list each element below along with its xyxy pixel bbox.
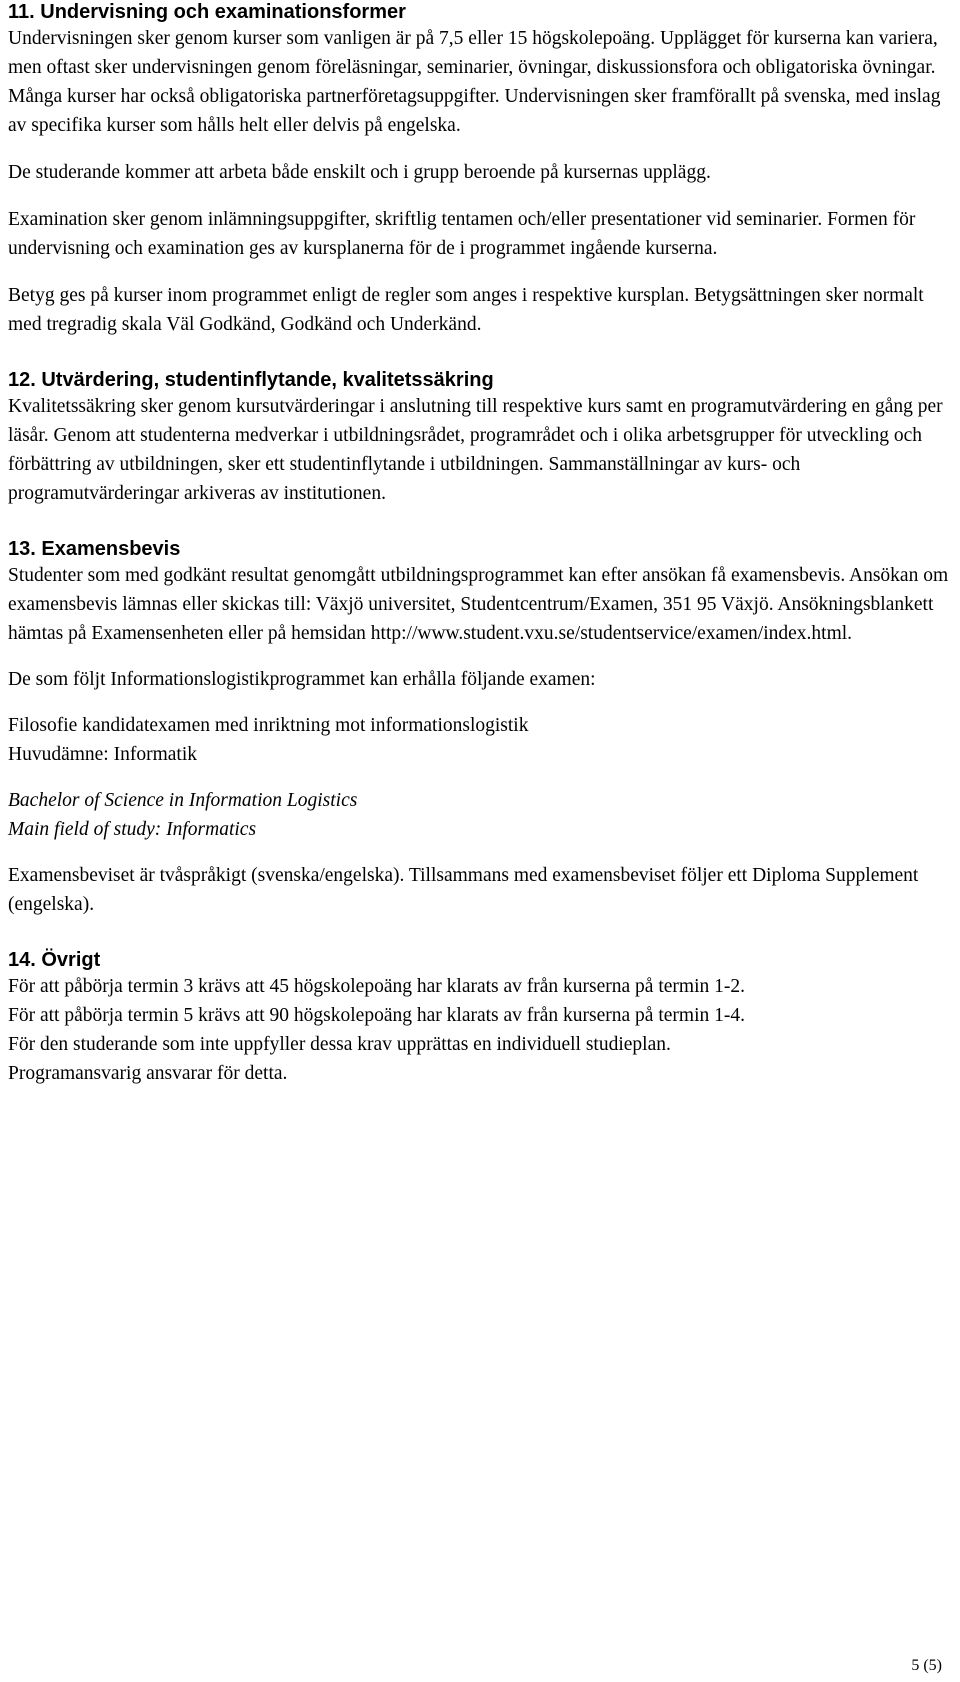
section-heading: 13. Examensbevis: [8, 538, 181, 560]
section-heading: 14. Övrigt: [8, 949, 101, 971]
section-teaching-examination: [8, 0, 954, 339]
main-subject-english: Main field of study: Informatics: [8, 819, 257, 840]
paragraph: Betyg ges på kurser inom programmet enligt de regler som anges i respektive kursplan. Betygsättningen sker normalt med tregradig skala Väl Godkänd, Godkänd och Underkänd.: [8, 285, 924, 335]
section-evaluation: [8, 368, 954, 508]
text-line: För att påbörja termin 3 krävs att 45 högskolepoäng har klarats av från kurserna på termin 1-2.: [8, 976, 745, 997]
paragraph: Kvalitetssäkring sker genom kursutvärderingar i anslutning till respektive kurs samt en programutvärdering en gång per läsår. Genom att studenterna medverkar i utbildningsrådet, programrådet och i olika arbetsgrupper för utveckling och förbättring av utbildningen, sker ett studentinflytande i utbildningen. Sammanställningar av kurs- och programutvärderingar arkiveras av institutionen.: [8, 396, 943, 504]
degree-title-english: Bachelor of Science in Information Logistics: [8, 790, 358, 811]
section-degree-certificate: [8, 537, 954, 919]
paragraph: De studerande kommer att arbeta både enskilt och i grupp beroende på kursernas upplägg.: [8, 162, 711, 183]
degree-title: Filosofie kandidatexamen med inriktning mot informationslogistik: [8, 715, 529, 736]
section-other: [8, 948, 954, 1088]
main-subject: Huvudämne: Informatik: [8, 744, 197, 765]
paragraph: Examensbeviset är tvåspråkigt (svenska/engelska). Tillsammans med examensbeviset följer ett Diploma Supplement (engelska).: [8, 865, 919, 915]
text-line: För den studerande som inte uppfyller dessa krav upprättas en individuell studieplan.: [8, 1034, 671, 1055]
section-heading: 12. Utvärdering, studentinflytande, kvalitetssäkring: [8, 369, 494, 391]
degree-english: [8, 786, 954, 844]
document-page: [8, 0, 954, 1088]
paragraph: De som följt Informationslogistikprogrammet kan erhålla följande examen:: [8, 669, 596, 690]
section-heading: 11. Undervisning och examinationsformer: [8, 1, 406, 23]
page-number: 5 (5): [911, 1657, 942, 1674]
paragraph: Examination sker genom inlämningsuppgifter, skriftlig tentamen och/eller presentationer vid seminarier. Formen för undervisning och examination ges av kursplanerna för de i programmet ingående kurserna.: [8, 209, 916, 259]
paragraph: Undervisningen sker genom kurser som vanligen är på 7,5 eller 15 högskolepoäng. Upplägget för kurserna kan variera, men oftast sker undervisningen genom föreläsningar, seminarier, övningar, diskussionsfora och obligatoriska övningar. Många kurser har också obligatoriska partnerföretagsuppgifter. Undervisningen sker framförallt på svenska, med inslag av specifika kurser som hålls helt eller delvis på engelska.: [8, 28, 941, 136]
text-line: För att påbörja termin 5 krävs att 90 högskolepoäng har klarats av från kurserna på termin 1-4.: [8, 1005, 745, 1026]
text-line: Programansvarig ansvarar för detta.: [8, 1063, 288, 1084]
paragraph: Studenter som med godkänt resultat genomgått utbildningsprogrammet kan efter ansökan få examensbevis. Ansökan om examensbevis lämnas eller skickas till: Växjö universitet, Studentcentrum/Examen, 351 95 Växjö. Ansökningsblankett hämtas på Examensenheten eller på hemsidan http://www.student.vxu.se/studentservice/examen/index.html.: [8, 565, 949, 644]
degree-swedish: [8, 711, 954, 769]
